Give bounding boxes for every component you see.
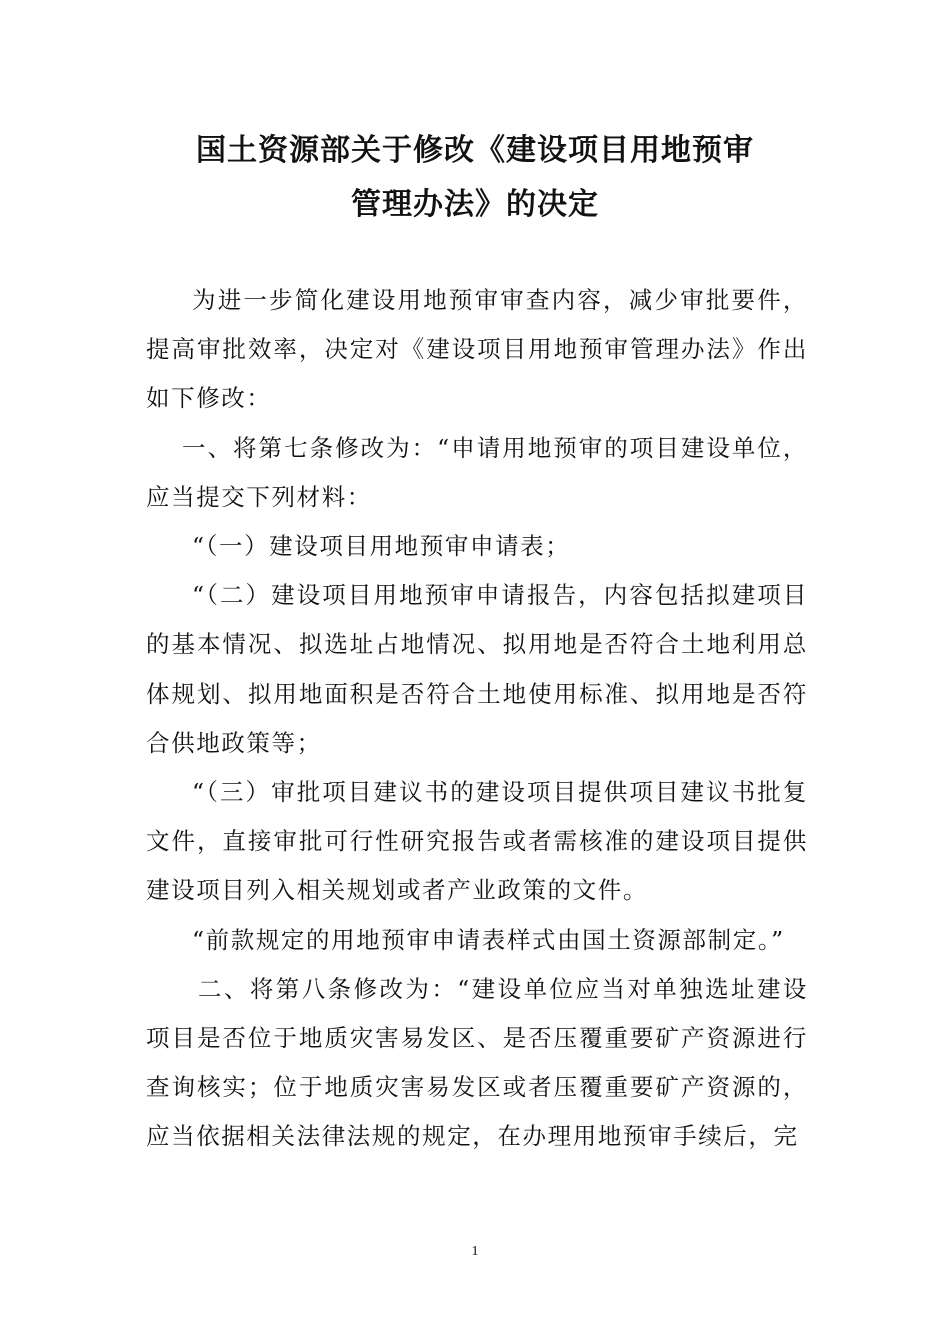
paragraph-item-1: “（一）建设项目用地预审申请表； <box>192 532 571 561</box>
paragraph-article-7: 一、将第七条修改为：“申请用地预审的项目建设单位，应当提交下列材料： <box>146 433 808 511</box>
paragraph-form-note: “前款规定的用地预审申请表样式由国土资源部制定。” <box>192 925 785 954</box>
title-line-1: 国土资源部关于修改《建设项目用地预审 <box>196 133 754 168</box>
paragraph-item-3: “（三）审批项目建议书的建设项目提供项目建议书批复文件，直接审批可行性研究报告或者需核准的建设项目提供建设项目列入相关规划或者产业政策的文件。 <box>146 778 808 905</box>
paragraph-intro: 为进一步简化建设用地预审审查内容，减少审批要件，提高审批效率，决定对《建设项目用地预审管理办法》作出如下修改： <box>146 286 808 413</box>
document-title <box>120 124 830 232</box>
document-body <box>146 276 808 1162</box>
title-line-2: 管理办法》的决定 <box>351 187 599 222</box>
paragraph-item-2: “（二）建设项目用地预审申请报告，内容包括拟建项目的基本情况、拟选址占地情况、拟用地是否符合土地利用总体规划、拟用地面积是否符合土地使用标准、拟用地是否符合供地政策等； <box>146 581 808 757</box>
page-number: 1 <box>471 1244 479 1259</box>
paragraph-article-8: 二、将第八条修改为：“建设单位应当对单独选址建设项目是否位于地质灾害易发区、是否压覆重要矿产资源进行查询核实；位于地质灾害易发区或者压覆重要矿产资源的，应当依据相关法律法规的规定，在办理用地预审手续后，完 <box>146 974 808 1151</box>
